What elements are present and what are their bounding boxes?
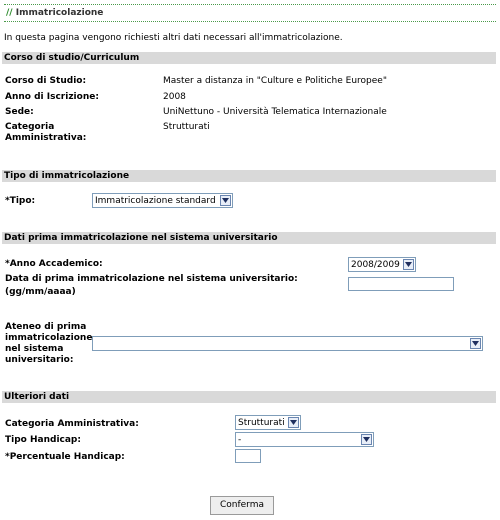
chevron-down-icon — [220, 195, 231, 206]
label-percentuale-handicap: *Percentuale Handicap: — [5, 452, 125, 462]
label-date-format: (gg/mm/aaaa) — [5, 287, 76, 297]
label-tipo: *Tipo: — [5, 196, 36, 206]
anno-accademico-select[interactable] — [348, 257, 416, 272]
chevron-down-icon — [288, 417, 299, 428]
label-tipo-handicap: Tipo Handicap: — [5, 435, 81, 445]
label-ateneo: Ateneo di prima immatricolazione nel sistema universitario: — [5, 322, 93, 365]
tipo-handicap-value: - — [238, 434, 242, 445]
title-prefix: // — [6, 8, 13, 18]
value-categoria: Strutturati — [163, 122, 210, 132]
ateneo-select[interactable] — [92, 336, 483, 351]
tipo-select[interactable] — [92, 193, 233, 208]
value-anno-iscrizione: 2008 — [163, 92, 186, 102]
categoria-select-value: Strutturati — [238, 417, 285, 428]
page-title — [4, 4, 496, 22]
section-header-type: Tipo di immatricolazione — [2, 170, 496, 182]
value-sede: UniNettuno - Università Telematica Internazionale — [163, 107, 387, 117]
chevron-down-icon — [403, 259, 414, 270]
categoria-select[interactable] — [235, 415, 301, 430]
chevron-down-icon — [470, 338, 481, 349]
label-sede: Sede: — [5, 107, 34, 117]
label-data-prima-immatricolazione: Data di prima immatricolazione nel sistema universitario: — [5, 274, 298, 284]
anno-accademico-value: 2008/2009 — [351, 259, 400, 270]
tipo-handicap-select[interactable] — [235, 432, 374, 447]
tipo-select-value: Immatricolazione standard — [95, 195, 216, 206]
label-anno-accademico: *Anno Accademico: — [5, 259, 103, 269]
label-anno-iscrizione: Anno di Iscrizione: — [5, 92, 99, 102]
percentuale-handicap-input[interactable] — [235, 449, 261, 463]
section-header-first-enrol: Dati prima immatricolazione nel sistema universitario — [2, 232, 496, 244]
data-immatricolazione-input[interactable] — [348, 277, 454, 291]
confirm-button[interactable]: Conferma — [210, 496, 274, 515]
section-header-course: Corso di studio/Curriculum — [2, 52, 496, 64]
title-text: Immatricolazione — [15, 8, 104, 18]
section-header-extra: Ulteriori dati — [2, 391, 496, 403]
intro-text: In questa pagina vengono richiesti altri dati necessari all'immatricolazione. — [4, 33, 343, 43]
label-categoria: Categoria Amministrativa: — [5, 122, 87, 143]
chevron-down-icon — [361, 434, 372, 445]
value-corso: Master a distanza in "Culture e Politiche Europee" — [163, 76, 387, 86]
label-corso: Corso di Studio: — [5, 76, 87, 86]
label-categoria-amministrativa: Categoria Amministrativa: — [5, 419, 139, 429]
